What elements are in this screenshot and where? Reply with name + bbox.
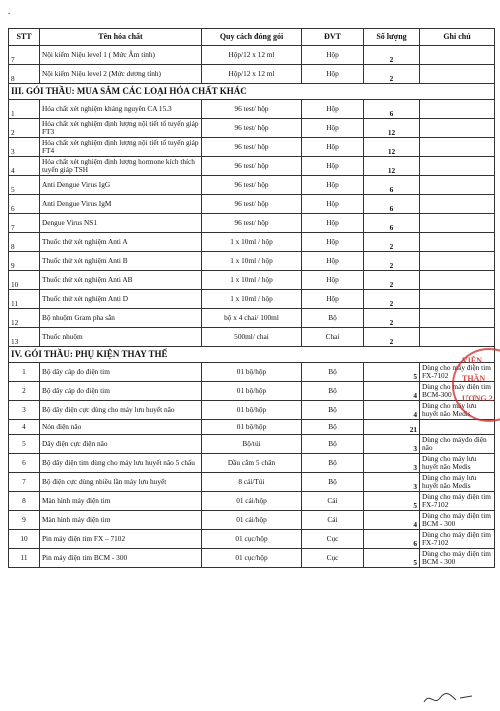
cell-qty: 3 bbox=[364, 435, 420, 454]
table-row bbox=[9, 530, 495, 549]
cell-note bbox=[420, 252, 495, 271]
cell-spec: 500ml/ chai bbox=[202, 328, 302, 347]
cell-unit: Chai bbox=[302, 328, 364, 347]
cell-qty: 2 bbox=[364, 271, 420, 290]
section-title: IV. GÓI THẦU: PHỤ KIỆN THAY THẾ bbox=[9, 347, 495, 363]
cell-note bbox=[420, 290, 495, 309]
cell-note bbox=[420, 138, 495, 157]
cell-qty: 12 bbox=[364, 138, 420, 157]
cell-qty: 12 bbox=[364, 119, 420, 138]
cell-stt: 7 bbox=[9, 214, 40, 233]
header-spec: Quy cách đóng gói bbox=[202, 29, 302, 46]
cell-spec: 96 test/ hộp bbox=[202, 138, 302, 157]
cell-spec: 01 cục/hộp bbox=[202, 549, 302, 568]
cell-unit: Bộ bbox=[302, 309, 364, 328]
signature-mark bbox=[420, 688, 480, 708]
cell-stt: 2 bbox=[9, 119, 40, 138]
cell-qty: 2 bbox=[364, 233, 420, 252]
cell-name: Thuốc thử xét nghiệm Anti AB bbox=[40, 271, 202, 290]
cell-unit: Hộp bbox=[302, 157, 364, 176]
table-row bbox=[9, 435, 495, 454]
cell-note: Dùng cho máy điện tim BCM-300 bbox=[420, 382, 495, 401]
cell-unit: Bộ bbox=[302, 382, 364, 401]
cell-note bbox=[420, 195, 495, 214]
cell-note bbox=[420, 65, 495, 84]
table-row bbox=[9, 271, 495, 290]
cell-unit: Hộp bbox=[302, 46, 364, 65]
cell-stt: 9 bbox=[9, 252, 40, 271]
cell-spec: Hộp/12 x 12 ml bbox=[202, 65, 302, 84]
cell-spec: Bộ/túi bbox=[202, 435, 302, 454]
cell-stt: 3 bbox=[9, 138, 40, 157]
cell-note: Dùng cho máy điện tim FX-7102 bbox=[420, 363, 495, 382]
cell-note bbox=[420, 100, 495, 119]
cell-unit: Hộp bbox=[302, 176, 364, 195]
cell-note bbox=[420, 214, 495, 233]
cell-name: Bộ nhuộm Gram pha sẵn bbox=[40, 309, 202, 328]
section-header-row bbox=[9, 347, 495, 363]
cell-spec: 96 test/ hộp bbox=[202, 214, 302, 233]
cell-spec: 96 test/ hộp bbox=[202, 119, 302, 138]
cell-spec: 01 bộ/hộp bbox=[202, 420, 302, 435]
cell-qty: 2 bbox=[364, 309, 420, 328]
table-row bbox=[9, 473, 495, 492]
table-header-row bbox=[9, 29, 495, 46]
cell-name: Dengue Virus NS1 bbox=[40, 214, 202, 233]
cell-stt: 11 bbox=[9, 290, 40, 309]
table-row bbox=[9, 46, 495, 65]
cell-name: Nón điện não bbox=[40, 420, 202, 435]
cell-stt: 7 bbox=[9, 46, 40, 65]
header-note: Ghi chú bbox=[420, 29, 495, 46]
cell-note bbox=[420, 309, 495, 328]
cell-name: Anti Dengue Virus IgG bbox=[40, 176, 202, 195]
cell-qty: 6 bbox=[364, 214, 420, 233]
cell-qty: 5 bbox=[364, 549, 420, 568]
cell-unit: Hộp bbox=[302, 290, 364, 309]
cell-name: Thuốc thử xét nghiệm Anti B bbox=[40, 252, 202, 271]
cell-qty: 2 bbox=[364, 46, 420, 65]
cell-unit: Bộ bbox=[302, 401, 364, 420]
cell-name: Bộ dây cáp đo điện tim bbox=[40, 382, 202, 401]
cell-note: Dùng cho máy điện tim BCM - 300 bbox=[420, 511, 495, 530]
cell-stt: 7 bbox=[9, 473, 40, 492]
cell-unit: Bộ bbox=[302, 473, 364, 492]
cell-spec: Dầu cắm 5 chân bbox=[202, 454, 302, 473]
cell-note: Dùng cho máy lưu huyết não Medis bbox=[420, 401, 495, 420]
cell-unit: Hộp bbox=[302, 100, 364, 119]
cell-spec: bộ x 4 chai/ 100ml bbox=[202, 309, 302, 328]
cell-stt: 3 bbox=[9, 401, 40, 420]
cell-stt: 5 bbox=[9, 435, 40, 454]
cell-spec: 01 cục/hộp bbox=[202, 530, 302, 549]
cell-qty: 5 bbox=[364, 363, 420, 382]
cell-qty: 4 bbox=[364, 382, 420, 401]
cell-spec: 01 bộ/hộp bbox=[202, 382, 302, 401]
cell-note bbox=[420, 46, 495, 65]
cell-name: Bộ điện cực dùng nhiều lần máy lưu huyết bbox=[40, 473, 202, 492]
cell-unit: Hộp bbox=[302, 252, 364, 271]
cell-unit: Hộp bbox=[302, 195, 364, 214]
cell-note bbox=[420, 157, 495, 176]
cell-qty: 3 bbox=[364, 473, 420, 492]
cell-qty: 6 bbox=[364, 195, 420, 214]
cell-note: Dùng cho máyđo điện não bbox=[420, 435, 495, 454]
cell-qty: 2 bbox=[364, 65, 420, 84]
cell-qty: 4 bbox=[364, 401, 420, 420]
cell-name: Hóa chất xét nghiệm định lượng nội tiết tố tuyến giáp FT3 bbox=[40, 119, 202, 138]
cell-spec: 01 cái/hộp bbox=[202, 492, 302, 511]
table-row bbox=[9, 214, 495, 233]
cell-stt: 9 bbox=[9, 511, 40, 530]
header-qty: Số lượng bbox=[364, 29, 420, 46]
cell-name: Anti Dengue Virus IgM bbox=[40, 195, 202, 214]
table-body bbox=[9, 46, 495, 568]
cell-name: Dây điện cực điện não bbox=[40, 435, 202, 454]
stamp-line-2: THẦN bbox=[462, 374, 486, 383]
cell-stt: 10 bbox=[9, 530, 40, 549]
cell-spec: 01 bộ/hộp bbox=[202, 401, 302, 420]
cell-note: Dùng cho máy lưu huyết não Medis bbox=[420, 473, 495, 492]
cell-note bbox=[420, 119, 495, 138]
cell-qty: 6 bbox=[364, 176, 420, 195]
cell-stt: 4 bbox=[9, 157, 40, 176]
cell-spec: 96 test/ hộp bbox=[202, 157, 302, 176]
cell-unit: Cục bbox=[302, 549, 364, 568]
table-row bbox=[9, 492, 495, 511]
cell-unit: Cái bbox=[302, 492, 364, 511]
cell-qty: 21 bbox=[364, 420, 420, 435]
cell-name: Màn hình máy điện tim bbox=[40, 511, 202, 530]
cell-unit: Cái bbox=[302, 511, 364, 530]
cell-stt: 12 bbox=[9, 309, 40, 328]
cell-name: Thuốc thử xét nghiệm Anti D bbox=[40, 290, 202, 309]
table-row bbox=[9, 176, 495, 195]
cell-name: Bộ dây cáp đo điện tim bbox=[40, 363, 202, 382]
table-row bbox=[9, 65, 495, 84]
table-row bbox=[9, 382, 495, 401]
header-stt: STT bbox=[9, 29, 40, 46]
cell-spec: 1 x 10ml / hộp bbox=[202, 271, 302, 290]
cell-stt: 8 bbox=[9, 492, 40, 511]
cell-stt: 6 bbox=[9, 454, 40, 473]
section-title: III. GÓI THẦU: MUA SẮM CÁC LOẠI HÓA CHẤT KHÁC bbox=[9, 84, 495, 100]
cell-stt: 11 bbox=[9, 549, 40, 568]
cell-unit: Hộp bbox=[302, 65, 364, 84]
table-row bbox=[9, 119, 495, 138]
cell-name: Thuốc thử xét nghiệm Anti A bbox=[40, 233, 202, 252]
header-name: Tên hóa chất bbox=[40, 29, 202, 46]
cell-stt: 4 bbox=[9, 420, 40, 435]
table-row bbox=[9, 290, 495, 309]
cell-unit: Hộp bbox=[302, 233, 364, 252]
cell-unit: Hộp bbox=[302, 119, 364, 138]
cell-stt: 6 bbox=[9, 195, 40, 214]
cell-name: Màn hình máy điện tim bbox=[40, 492, 202, 511]
cell-name: Hóa chất xét nghiệm kháng nguyên CA 15.3 bbox=[40, 100, 202, 119]
cell-spec: 96 test/ hộp bbox=[202, 195, 302, 214]
cell-name: Bộ dây điện tim dùng cho máy lưu huyết não 5 chấu bbox=[40, 454, 202, 473]
table-row bbox=[9, 401, 495, 420]
cell-qty: 5 bbox=[364, 492, 420, 511]
section-header-row bbox=[9, 84, 495, 100]
cell-stt: 8 bbox=[9, 233, 40, 252]
cell-note bbox=[420, 176, 495, 195]
table-row bbox=[9, 363, 495, 382]
cell-unit: Bộ bbox=[302, 420, 364, 435]
cell-unit: Bộ bbox=[302, 435, 364, 454]
corner-mark: . bbox=[8, 6, 11, 16]
cell-name: Pin máy điện tim BCM - 300 bbox=[40, 549, 202, 568]
table-row bbox=[9, 454, 495, 473]
cell-unit: Bộ bbox=[302, 363, 364, 382]
cell-spec: 01 bộ/hộp bbox=[202, 363, 302, 382]
cell-qty: 6 bbox=[364, 100, 420, 119]
cell-spec: 96 test/ hộp bbox=[202, 100, 302, 119]
cell-unit: Bộ bbox=[302, 454, 364, 473]
cell-unit: Hộp bbox=[302, 138, 364, 157]
cell-spec: 96 test/ hộp bbox=[202, 176, 302, 195]
cell-spec: 1 x 10ml / hộp bbox=[202, 252, 302, 271]
table-row bbox=[9, 157, 495, 176]
cell-qty: 6 bbox=[364, 530, 420, 549]
cell-unit: Hộp bbox=[302, 271, 364, 290]
cell-spec: Hộp/12 x 12 ml bbox=[202, 46, 302, 65]
chemicals-table bbox=[8, 28, 495, 568]
stamp-line-1: VIỆN bbox=[462, 356, 483, 365]
cell-name: Hóa chất xét nghiệm định lượng nội tiết tố tuyến giáp FT4 bbox=[40, 138, 202, 157]
stamp-line-3: ƯƠNG 2 bbox=[462, 394, 493, 403]
cell-qty: 2 bbox=[364, 328, 420, 347]
header-unit: ĐVT bbox=[302, 29, 364, 46]
cell-qty: 3 bbox=[364, 454, 420, 473]
table-row bbox=[9, 252, 495, 271]
table-row bbox=[9, 549, 495, 568]
cell-note: Dùng cho máy điện tim FX-7102 bbox=[420, 492, 495, 511]
cell-stt: 1 bbox=[9, 363, 40, 382]
cell-name: Nội kiểm Niệu level 2 (Mức dương tính) bbox=[40, 65, 202, 84]
cell-name: Thuốc nhuộm bbox=[40, 328, 202, 347]
cell-name: Hóa chất xét nghiệm định lượng hormone kích thích tuyến giáp TSH bbox=[40, 157, 202, 176]
cell-note bbox=[420, 233, 495, 252]
cell-spec: 1 x 10ml / hộp bbox=[202, 233, 302, 252]
cell-spec: 01 cái/hộp bbox=[202, 511, 302, 530]
cell-spec: 1 x 10ml / hộp bbox=[202, 290, 302, 309]
cell-spec: 8 cái/Túi bbox=[202, 473, 302, 492]
table-row bbox=[9, 420, 495, 435]
table-row bbox=[9, 309, 495, 328]
table-row bbox=[9, 511, 495, 530]
cell-note bbox=[420, 420, 495, 435]
cell-qty: 12 bbox=[364, 157, 420, 176]
cell-qty: 2 bbox=[364, 252, 420, 271]
cell-stt: 2 bbox=[9, 382, 40, 401]
cell-note: Dùng cho máy lưu huyết não Medis bbox=[420, 454, 495, 473]
table-row bbox=[9, 328, 495, 347]
cell-name: Pin máy điện tim FX – 7102 bbox=[40, 530, 202, 549]
table-row bbox=[9, 100, 495, 119]
cell-stt: 13 bbox=[9, 328, 40, 347]
cell-stt: 1 bbox=[9, 100, 40, 119]
cell-stt: 10 bbox=[9, 271, 40, 290]
table-row bbox=[9, 138, 495, 157]
cell-unit: Hộp bbox=[302, 214, 364, 233]
cell-stt: 5 bbox=[9, 176, 40, 195]
cell-qty: 4 bbox=[364, 511, 420, 530]
cell-unit: Cục bbox=[302, 530, 364, 549]
cell-stt: 8 bbox=[9, 65, 40, 84]
cell-note bbox=[420, 328, 495, 347]
table-row bbox=[9, 195, 495, 214]
cell-note bbox=[420, 271, 495, 290]
table-row bbox=[9, 233, 495, 252]
cell-name: Bộ dây điện cực dùng cho máy lưu huyết não bbox=[40, 401, 202, 420]
cell-name: Nội kiểm Niệu level 1 ( Mức Âm tính) bbox=[40, 46, 202, 65]
cell-note: Dùng cho máy điện tim BCM - 300 bbox=[420, 549, 495, 568]
cell-note: Dùng cho máy điện tim FX-7102 bbox=[420, 530, 495, 549]
cell-qty: 2 bbox=[364, 290, 420, 309]
